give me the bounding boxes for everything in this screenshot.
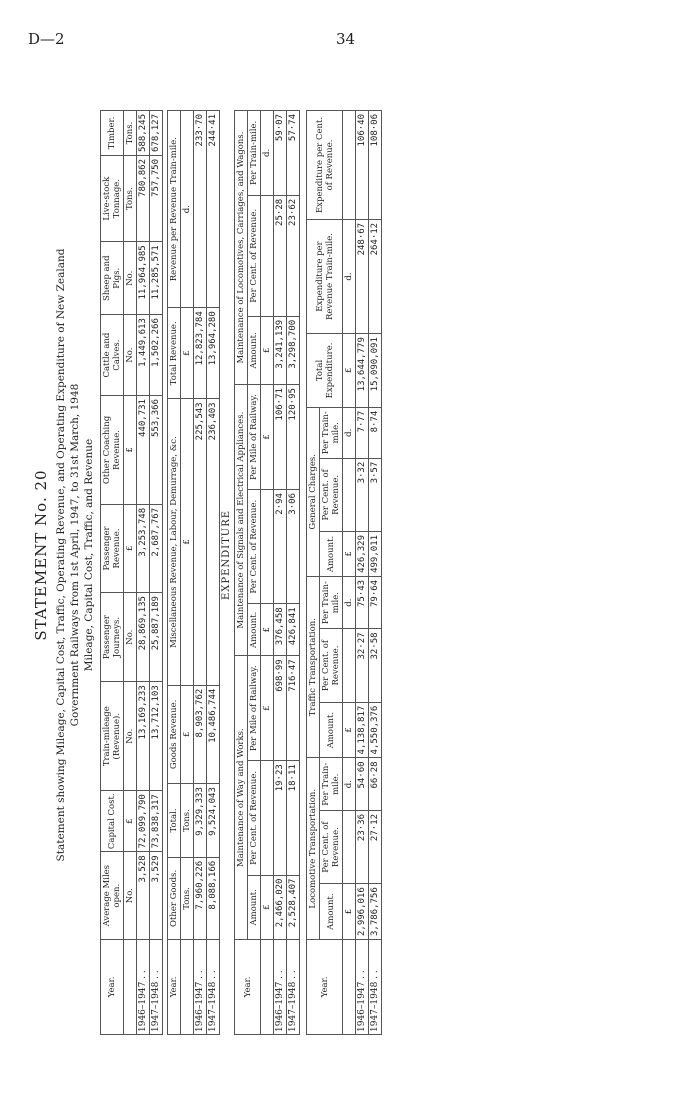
table2-header: Goods Revenue. [168,685,181,783]
data-cell: 780,862 [137,156,150,242]
page-number: 34 [336,30,356,48]
unit-cell: No. [124,682,137,791]
data-cell: 19·23 [274,761,287,875]
table2-header: Year. [168,940,181,1035]
table3-subheader: Per Cent. of Revenue. [248,195,261,316]
unit-cell: d. [343,758,356,811]
data-cell: 73,838,317 [150,791,163,852]
table2-header: Revenue per Revenue Train-mile. [168,111,181,308]
table-row [287,111,300,1035]
unit-cell: d. [343,576,356,629]
statement-title: STATEMENT No. 20 [32,469,50,641]
unit-cell: £ [261,875,274,939]
table4-header: Expenditure per Cent. of Revenue. [307,111,343,220]
table1-header: Train-mileage (Revenue). [101,682,124,791]
data-cell: 108·06 [369,111,382,220]
data-cell: 32·27 [356,629,369,702]
data-cell: 3,529 [150,852,163,940]
data-cell: 3·57 [369,458,382,531]
unit-cell [343,629,356,702]
unit-cell: d. [261,111,274,196]
data-cell: 225,543 [194,399,207,685]
table-mileage-traffic [100,110,163,1035]
unit-cell [261,940,274,1035]
table-row [194,111,207,1035]
data-cell: 25·28 [274,195,287,316]
unit-cell: d. [343,219,356,333]
table-row [207,111,220,1035]
table-row [356,111,369,1035]
table2-header: Miscellaneous Revenue, Labour, Demurrage, &c. [168,399,181,685]
page-code: D—2 [28,30,65,48]
data-cell: 8,088,166 [207,857,220,939]
table1-header: Passenger Revenue. [101,504,124,592]
table4-subheader: Amount. [320,531,343,576]
unit-cell [343,458,356,531]
data-cell: 66·28 [369,758,382,811]
data-cell: 8·74 [369,407,382,458]
data-cell: 13,712,103 [150,682,163,791]
table2-header: Total. [168,784,181,858]
data-cell: 75·43 [356,576,369,629]
subtitle-line-3: Mileage, Capital Cost, Traffic, and Revenue [83,438,95,672]
data-cell: 236,403 [207,399,220,685]
unit-cell: £ [124,791,137,852]
table1-header: Other Coaching Revenue. [101,396,124,505]
unit-cell: Tons. [181,784,194,858]
unit-cell [261,195,274,316]
data-cell: 106·71 [274,385,287,490]
data-cell: 106·40 [356,111,369,220]
rotated-statement [30,75,670,1035]
table3-subheader: Per Train-mile. [248,111,261,196]
table3-subheader: Amount. [248,604,261,656]
data-cell: 7·77 [356,407,369,458]
unit-cell: £ [261,604,274,656]
year-cell: 1947–1948 . . [150,940,163,1035]
table4-group-header: General Charges. [307,407,320,576]
unit-cell [343,111,356,220]
table-row [274,111,287,1035]
data-cell: 8,903,762 [194,685,207,783]
data-cell: 11,285,571 [150,242,163,315]
table4-subheader: Per Cent. of Revenue. [320,458,343,531]
data-cell: 57·74 [287,111,300,196]
table3-subheader: Per Mile of Railway. [248,385,261,490]
data-cell: 15,090,091 [369,334,382,408]
table4-header: Total Expenditure. [307,334,343,408]
unit-cell: £ [181,399,194,685]
unit-cell: d. [181,111,194,308]
data-cell: 32·58 [369,629,382,702]
data-cell: 72,099,790 [137,791,150,852]
unit-cell [261,490,274,604]
table3-year-header: Year. [235,940,261,1035]
year-cell: 1946–1947 . . [356,940,369,1035]
year-cell: 1946–1947 . . [137,940,150,1035]
table4-group-header: Locomotive Transportation. [307,758,320,940]
unit-cell: £ [181,685,194,783]
unit-cell: No. [124,242,137,315]
table1-header: Timber. [101,111,124,156]
unit-cell: £ [261,385,274,490]
table3-group-header: Maintenance of Way and Works. [235,656,248,940]
year-cell: 1947–1948 . . [207,940,220,1035]
table1-header: Year. [101,940,124,1035]
table-row [137,111,150,1035]
table1-header: Average Miles open. [101,852,124,940]
table1-header: Passenger Journeys. [101,593,124,682]
data-cell: 3,786,756 [369,884,382,940]
unit-cell: Tons. [124,111,137,156]
unit-cell [261,761,274,875]
year-cell: 1946–1947 . . [194,940,207,1035]
data-cell: 248·67 [356,219,369,333]
year-cell: 1947–1948 . . [287,940,300,1035]
data-cell: 757,750 [150,156,163,242]
table3-subheader: Per Mile of Railway. [248,656,261,761]
table-maintenance [234,110,300,1035]
data-cell: 54·60 [356,758,369,811]
statement-subtitle [54,75,96,1035]
data-cell: 79·64 [369,576,382,629]
unit-cell: £ [261,316,274,384]
data-cell: 264·12 [369,219,382,333]
data-cell: 2,687,767 [150,504,163,592]
unit-cell: £ [124,504,137,592]
data-cell: 23·36 [356,810,369,883]
unit-cell [343,940,356,1035]
unit-cell: No. [124,315,137,396]
data-cell: 59·07 [274,111,287,196]
unit-cell [343,810,356,883]
unit-cell: £ [343,334,356,408]
unit-cell [181,940,194,1035]
table4-year-header: Year. [307,940,343,1035]
table1-header: Cattle and Calves. [101,315,124,396]
data-cell: 499,011 [369,531,382,576]
data-cell: 27·12 [369,810,382,883]
table4-subheader: Per Train-mile. [320,407,343,458]
table3-group-header: Maintenance of Signals and Electrical Appliances. [235,385,248,656]
table4-subheader: Per Train-mile. [320,758,343,811]
data-cell: 23·62 [287,195,300,316]
table2-header: Total Revenue. [168,308,181,399]
unit-cell: Tons. [181,857,194,939]
table-row [369,111,382,1035]
table4-header: Expenditure per Revenue Train-mile. [307,219,343,333]
table1-header: Capital Cost. [101,791,124,852]
unit-cell: £ [261,656,274,761]
data-cell: 440,731 [137,396,150,505]
data-cell: 4,138,817 [356,702,369,758]
data-cell: 426,329 [356,531,369,576]
data-cell: 18·11 [287,761,300,875]
data-cell: 426,841 [287,604,300,656]
data-cell: 678,127 [150,111,163,156]
data-cell: 2,996,016 [356,884,369,940]
data-cell: 588,245 [137,111,150,156]
unit-cell: d. [343,407,356,458]
table2-header: Other Goods. [168,857,181,939]
data-cell: 3,241,139 [274,316,287,384]
data-cell: 4,550,376 [369,702,382,758]
unit-cell: Tons. [124,156,137,242]
data-cell: 376,458 [274,604,287,656]
table4-subheader: Per Train-mile. [320,576,343,629]
table3-subheader: Amount. [248,875,261,939]
data-cell: 9,524,043 [207,784,220,858]
unit-cell: £ [343,531,356,576]
table4-subheader: Amount. [320,884,343,940]
data-cell: 3,253,748 [137,504,150,592]
table3-subheader: Amount. [248,316,261,384]
data-cell: 698·99 [274,656,287,761]
data-cell: 244·41 [207,111,220,308]
table1-header: Live-stock Tonnage. [101,156,124,242]
unit-cell [124,940,137,1035]
unit-cell: £ [343,884,356,940]
table3-subheader: Per Cent. of Revenue. [248,490,261,604]
data-cell: 120·95 [287,385,300,490]
table3-subheader: Per Cent. of Revenue. [248,761,261,875]
table4-subheader: Per Cent. of Revenue. [320,629,343,702]
data-cell: 2,466,020 [274,875,287,939]
table-goods-revenue [167,110,220,1035]
table-row [150,111,163,1035]
data-cell: 553,366 [150,396,163,505]
data-cell: 12,823,784 [194,308,207,399]
year-cell: 1947–1948 . . [369,940,382,1035]
unit-cell: No. [124,852,137,940]
data-cell: 7,960,226 [194,857,207,939]
data-cell: 13,644,779 [356,334,369,408]
data-cell: 3,298,700 [287,316,300,384]
unit-cell: £ [343,702,356,758]
data-cell: 10,486,744 [207,685,220,783]
table1-header: Sheep and Pigs. [101,242,124,315]
data-cell: 13,169,233 [137,682,150,791]
data-cell: 3,528 [137,852,150,940]
data-cell: 11,964,985 [137,242,150,315]
unit-cell: £ [181,308,194,399]
data-cell: 716·47 [287,656,300,761]
subtitle-line-2: Government Railways from 1st April, 1947, to 31st March, 1948 [69,383,81,727]
data-cell: 25,887,189 [150,593,163,682]
table4-subheader: Per Cent. of Revenue. [320,810,343,883]
data-cell: 233·70 [194,111,207,308]
data-cell: 9,329,333 [194,784,207,858]
table-transportation [306,110,382,1035]
unit-cell: £ [124,396,137,505]
subtitle-line-1: Statement showing Mileage, Capital Cost, Traffic, Operating Revenue, and Operating Expenditure of New Zealand [55,248,67,862]
data-cell: 13,964,280 [207,308,220,399]
table3-group-header: Maintenance of Locomotives, Carriages, and Wagons. [235,111,248,385]
expenditure-heading: EXPENDITURE [221,509,232,601]
data-cell: 3·32 [356,458,369,531]
data-cell: 1,449,613 [137,315,150,396]
data-cell: 1,502,266 [150,315,163,396]
unit-cell: No. [124,593,137,682]
data-cell: 2,528,407 [287,875,300,939]
data-cell: 2·94 [274,490,287,604]
table4-subheader: Amount. [320,702,343,758]
table4-group-header: Traffic Transportation. [307,576,320,758]
data-cell: 3·06 [287,490,300,604]
data-cell: 28,869,135 [137,593,150,682]
year-cell: 1946–1947 . . [274,940,287,1035]
